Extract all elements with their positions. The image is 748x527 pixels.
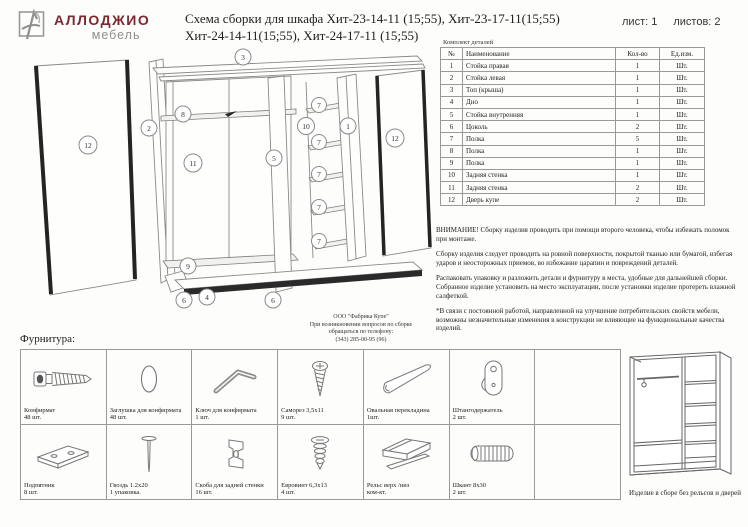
hardware-item xyxy=(21,425,107,500)
hardware-item-qty: 1шт. xyxy=(366,414,380,422)
hardware-item-name: Саморез 3,5х11 xyxy=(281,406,324,414)
hardware-item xyxy=(192,425,278,500)
table-row: 7 Полка 5 Шт. xyxy=(441,133,705,145)
table-row: 6 Цоколь 2 Шт. xyxy=(441,121,705,133)
svg-text:8: 8 xyxy=(181,109,185,119)
table-row: 8 Полка 1 Шт. xyxy=(441,145,705,157)
hardware-item-qty: 48 шт. xyxy=(24,414,42,422)
door-right-panel xyxy=(376,70,431,256)
factory-note: обращаться по телефону: xyxy=(328,329,394,336)
hardware-item-qty: 8 шт. xyxy=(24,489,38,497)
hardware-item xyxy=(278,425,364,500)
foot-pad-icon xyxy=(24,427,103,482)
hex-key-icon xyxy=(195,352,274,407)
hardware-item-name: Шкант 8х30 xyxy=(452,481,487,489)
svg-text:7: 7 xyxy=(317,137,321,147)
svg-text:7: 7 xyxy=(317,236,321,246)
hardware-grid xyxy=(20,349,621,500)
note-paragraph: Собранное изделие установить на место эксплуатации, после установки изделие протереть влажной салфеткой. xyxy=(436,282,736,300)
hardware-item-qty: 2 шт. xyxy=(452,489,467,497)
hardware-item xyxy=(107,350,193,425)
hardware-item xyxy=(21,350,107,425)
hardware-item-name: Скоба для задней стенки xyxy=(195,481,264,489)
hardware-item xyxy=(278,350,364,425)
hardware-item xyxy=(192,350,278,425)
back-wall-bracket-icon xyxy=(195,427,274,482)
parts-table xyxy=(440,47,705,206)
sheet-info xyxy=(622,16,721,28)
hardware-empty-cell xyxy=(535,425,621,500)
hardware-item-qty: 2 шт. xyxy=(452,414,467,422)
assembly-notes xyxy=(436,226,742,340)
col-header-num: № xyxy=(441,48,463,60)
hardware-item-qty: 1 шт. xyxy=(195,414,210,422)
note-paragraph: *В связи с постоянной работой, направленной на улучшение потребительских свойств мебели, возможны незначительные изменения в конструкции не влияющие на функциональные качества изделий. xyxy=(436,307,725,333)
svg-text:7: 7 xyxy=(317,169,321,179)
hardware-item-name: Гвоздь 1.2х20 xyxy=(109,481,148,489)
right-stile-panel xyxy=(337,74,366,261)
callout-2 xyxy=(141,120,157,136)
rail-icon xyxy=(367,427,446,482)
svg-text:12: 12 xyxy=(84,140,92,150)
plug-icon xyxy=(110,352,189,407)
callout-6-right xyxy=(265,292,281,308)
callout-3 xyxy=(235,49,251,65)
callout-11 xyxy=(184,154,202,172)
exploded-assembly-diagram xyxy=(25,46,435,314)
svg-text:9: 9 xyxy=(186,261,190,271)
svg-text:6: 6 xyxy=(271,295,275,305)
table-row: 12 Дверь купе 2 Шт. xyxy=(441,194,705,206)
self-tapping-screw-icon xyxy=(281,352,360,407)
hardware-item xyxy=(364,425,450,500)
hardware-item-name: Ключ для конфирмата xyxy=(195,406,257,414)
svg-text:1: 1 xyxy=(346,121,350,131)
factory-phone: (343) 285-00-95 (96) xyxy=(335,336,387,343)
hardware-item-name: Конфирмат xyxy=(24,406,56,414)
callout-1 xyxy=(340,118,356,134)
parts-header-row xyxy=(441,48,705,60)
callout-7 xyxy=(312,234,327,249)
hardware-item-name: Овальная перекладина xyxy=(366,406,430,414)
callout-8 xyxy=(175,106,191,122)
hardware-item xyxy=(364,350,450,425)
parts-table-caption: Комплект деталей xyxy=(443,39,494,46)
col-header-unit: Ед.изм. xyxy=(660,48,705,60)
hardware-item-qty: 48 шт. xyxy=(109,414,127,422)
svg-text:10: 10 xyxy=(302,121,310,131)
dowel-icon xyxy=(453,427,532,482)
callout-12-right xyxy=(386,129,404,147)
confirmat-screw-icon xyxy=(24,352,103,407)
callout-7 xyxy=(312,98,327,113)
euro-screw-icon xyxy=(281,427,360,482)
oval-rod-icon xyxy=(367,352,446,407)
warning-text: ВНИМАНИЕ! Сборку изделия проводить при помощи второго человека, чтобы избежать поломок при монтаже. xyxy=(436,226,730,243)
callout-12-left xyxy=(79,136,97,154)
hardware-item xyxy=(450,350,536,425)
hardware-item-qty: 4 шт. xyxy=(281,489,295,497)
svg-text:7: 7 xyxy=(317,100,321,110)
svg-text:2: 2 xyxy=(147,123,151,133)
callout-6-left xyxy=(176,292,192,308)
hardware-item-qty: 9 шт. xyxy=(281,414,295,422)
svg-text:6: 6 xyxy=(182,295,186,305)
table-row: 5 Стойка внутренняя 1 Шт. xyxy=(441,108,705,120)
hardware-item-name: Заглушка для конфирмата xyxy=(109,406,182,414)
hardware-item-name: Рельс верх /низ xyxy=(366,481,410,489)
table-row: 3 Топ (крыша) 1 Шт. xyxy=(441,84,705,96)
hardware-item xyxy=(107,425,193,500)
hardware-empty-cell xyxy=(535,350,621,425)
brand-name: АЛЛОДЖИО xyxy=(54,12,151,28)
svg-text:11: 11 xyxy=(189,158,197,168)
callout-7 xyxy=(312,135,327,150)
door-left-panel xyxy=(35,60,136,295)
hardware-item-qty: 16 шт. xyxy=(195,489,213,497)
table-row: 11 Задняя стенка 2 Шт. xyxy=(441,182,705,194)
svg-text:7: 7 xyxy=(317,202,321,212)
hardware-caption: Фурнитура: xyxy=(20,333,76,345)
sheets-total: листов: 2 xyxy=(673,16,721,28)
hardware-item-name: Штангодержатель xyxy=(452,406,503,414)
brand-a-icon xyxy=(18,9,45,42)
assembled-cabinet-caption: Изделие в сборе без рельсов и дверей xyxy=(628,489,742,497)
table-row: 9 Полка 1 Шт. xyxy=(441,157,705,169)
nail-icon xyxy=(110,427,189,482)
callout-7 xyxy=(312,200,327,215)
factory-note: При возникновении вопросов по сборке xyxy=(309,321,413,328)
col-header-name: Наименование xyxy=(463,48,616,60)
hardware-item-name: Подпятник xyxy=(24,481,55,489)
assembled-cabinet xyxy=(622,348,748,497)
table-row: 1 Стойка правая 1 Шт. xyxy=(441,60,705,72)
svg-text:5: 5 xyxy=(272,153,276,163)
col-header-qty: Кол-во xyxy=(616,48,660,60)
title-line-1: Схема сборки для шкафа Хит-23-14-11 (15;55), Хит-23-17-11(15;55) xyxy=(185,11,560,26)
rod-holder-icon xyxy=(453,352,532,407)
svg-text:3: 3 xyxy=(241,52,245,62)
hardware-item-qty: 1 упаковка. xyxy=(109,489,141,497)
svg-text:12: 12 xyxy=(391,133,399,143)
svg-text:4: 4 xyxy=(205,292,209,302)
hardware-item xyxy=(450,425,536,500)
assembled-cabinet-drawing xyxy=(622,348,748,482)
hardware-item-qty: ком-кт. xyxy=(366,489,387,497)
company-logo xyxy=(18,9,150,42)
callout-7 xyxy=(312,167,327,182)
callout-9 xyxy=(180,258,196,274)
table-row: 2 Стойка левая 1 Шт. xyxy=(441,72,705,84)
table-row: 4 Дно 1 Шт. xyxy=(441,96,705,108)
note-paragraph: Сборку изделия следует проводить на ровной поверхности, покрытой тканью или бумагой, избегая ударов и неосторожных приемов, во избежание царапин и повреждений деталей. xyxy=(436,250,733,267)
factory-name: ООО "Фабрика Купе" xyxy=(333,314,389,320)
callout-4 xyxy=(199,289,215,305)
hardware-item-name: Евровинт 6,3х13 xyxy=(281,481,328,489)
table-row: 10 Задняя стенка 1 Шт. xyxy=(441,169,705,181)
factory-contact xyxy=(283,314,439,344)
callout-5 xyxy=(266,150,282,166)
sheet-number: лист: 1 xyxy=(622,16,658,28)
callout-10 xyxy=(298,118,315,135)
note-paragraph: Распаковать упаковку и разложить детали и фурнитуру в места, удобные для дальнейшей сборки. xyxy=(436,274,728,283)
document-title xyxy=(185,10,625,44)
title-line-2: Хит-24-14-11(15;55), Хит-24-17-11 (15;55) xyxy=(185,28,419,43)
brand-subtitle: мебель xyxy=(91,28,141,42)
